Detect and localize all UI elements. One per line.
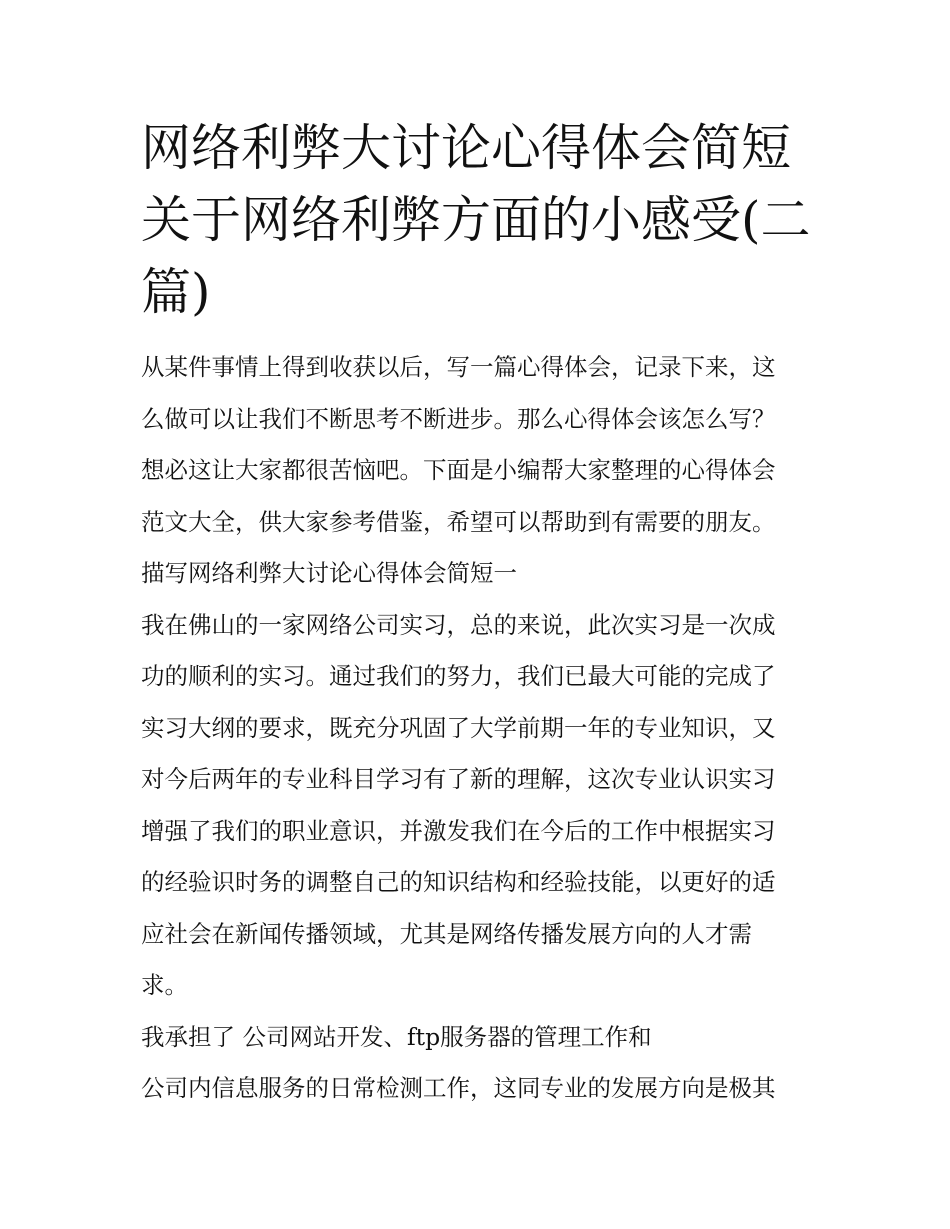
paragraph-line: 功的顺利的实习。通过我们的努力，我们已最大可能的完成了 bbox=[141, 662, 776, 690]
paragraph-line: 想必这让大家都很苦恼吧。下面是小编帮大家整理的心得体会 bbox=[141, 456, 776, 484]
section-heading: 描写网络利弊大讨论心得体会简短一 bbox=[141, 559, 517, 587]
paragraph-line: 范文大全，供大家参考借鉴，希望可以帮助到有需要的朋友。 bbox=[141, 507, 776, 536]
paragraph-line: 的经验识时务的调整自己的知识结构和经验技能，以更好的适 bbox=[141, 868, 776, 896]
paragraph-line: 从某件事情上得到收获以后，写一篇心得体会，记录下来，这 bbox=[141, 353, 776, 381]
paragraph-line: 公司内信息服务的日常检测工作，这同专业的发展方向是极其 bbox=[141, 1074, 776, 1102]
paragraph-line: 应社会在新闻传播领域，尤其是网络传播发展方向的人才需 bbox=[141, 919, 752, 948]
paragraph-line: 我在佛山的一家网络公司实习，总的来说，此次实习是一次成 bbox=[141, 610, 776, 639]
paragraph-line: 我承担了 公司网站开发、ftp服务器的管理工作和 bbox=[141, 1022, 652, 1051]
paragraph-line: 实习大纲的要求，既充分巩固了大学前期一年的专业知识，又 bbox=[141, 713, 776, 742]
paragraph-line: 增强了我们的职业意识，并激发我们在今后的工作中根据实习 bbox=[141, 816, 776, 845]
paragraph-line: 对今后两年的专业科目学习有了新的理解，这次专业认识实习 bbox=[141, 765, 776, 793]
document-body bbox=[141, 112, 813, 1115]
paragraph-line: 么做可以让我们不断思考不断进步。那么心得体会该怎么写？ bbox=[141, 404, 776, 433]
paragraph-line: 求。 bbox=[141, 971, 188, 999]
document-title: 网络利弊大讨论心得体会简短关于网络利弊方面的小感受(二篇) bbox=[141, 119, 811, 321]
